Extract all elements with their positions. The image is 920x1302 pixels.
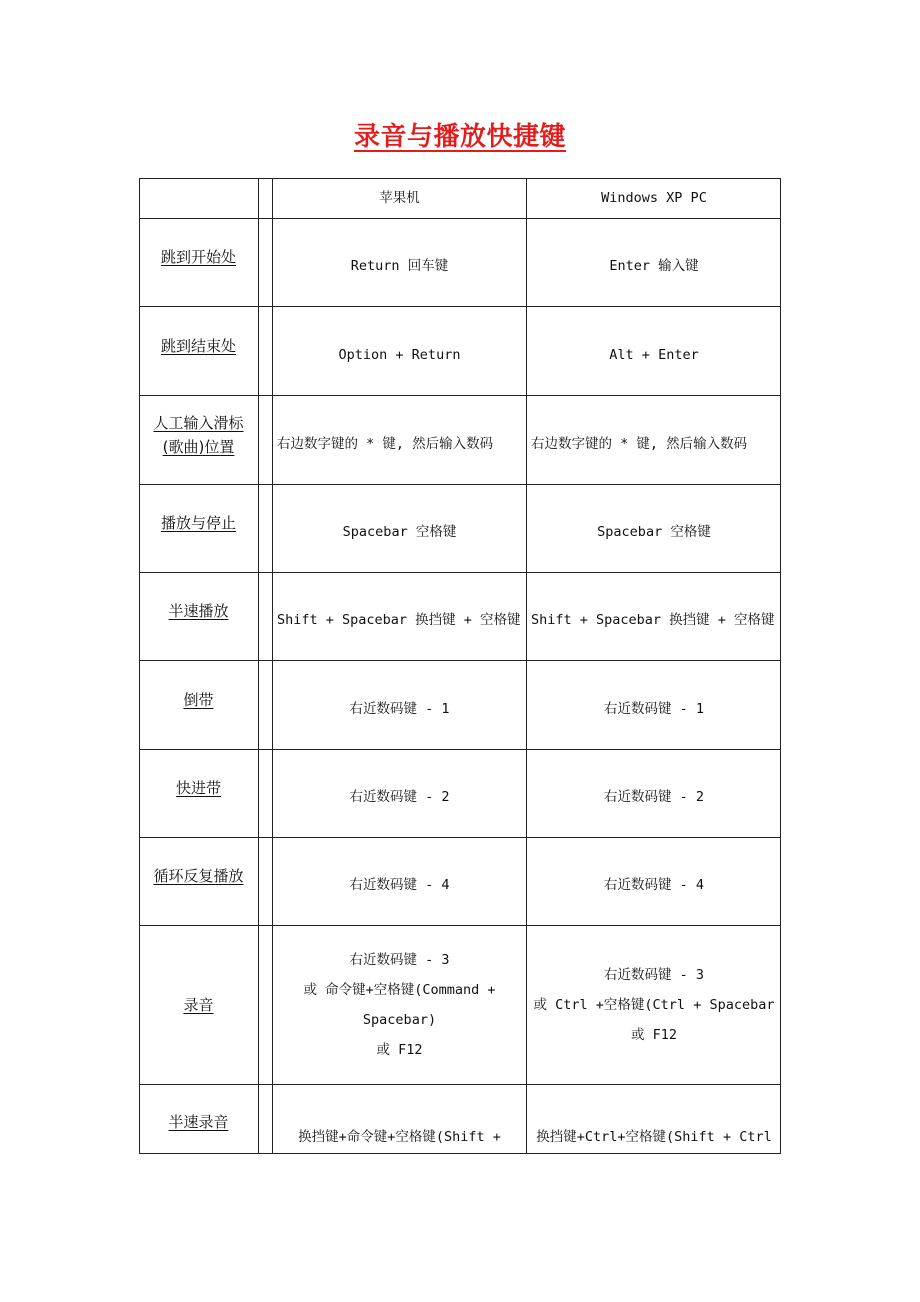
row-label[interactable]: 半速录音 <box>168 1113 229 1131</box>
pc-shortcut-line: Enter 输入键 <box>609 258 699 274</box>
mac-shortcut-line: 或 命令键+空格键(Command + <box>303 981 496 998</box>
row-divider <box>139 306 781 307</box>
row-label[interactable]: 人工输入滑标(歌曲)位置 <box>153 413 244 456</box>
pc-shortcut-line: 右近数码键 - 3 <box>603 966 704 983</box>
mac-shortcut-line: 右近数码键 - 4 <box>349 877 450 893</box>
row-label[interactable]: 跳到开始处 <box>160 248 236 266</box>
pc-shortcut-cell <box>527 749 781 837</box>
mac-shortcut-line: 换挡键+命令键+空格键(Shift + <box>298 1129 501 1145</box>
header-blank-cell <box>139 178 258 218</box>
mac-shortcut-cell <box>273 925 526 1084</box>
pc-shortcut-line: 右边数字键的 * 键, 然后输入数码 <box>531 435 748 452</box>
row-divider <box>139 1084 781 1085</box>
mac-shortcut-line: 右边数字键的 * 键, 然后输入数码 <box>277 435 494 452</box>
pc-shortcut-cell <box>527 837 781 925</box>
row-divider <box>139 749 781 750</box>
mac-shortcut-cell <box>273 572 526 660</box>
pc-shortcut-cell <box>527 925 781 1084</box>
mac-shortcut-cell <box>273 749 526 837</box>
pc-shortcut-line: 右近数码键 - 1 <box>603 700 704 717</box>
row-label[interactable]: 录音 <box>183 995 214 1014</box>
mac-shortcut-cell <box>273 837 526 925</box>
mac-shortcut-cell <box>273 660 526 749</box>
table-border-top <box>139 178 781 179</box>
row-divider <box>139 218 781 219</box>
mac-shortcut-line: Shift + Spacebar 换挡键 + 空格键 <box>277 612 521 628</box>
pc-shortcut-line: 换挡键+Ctrl+空格键(Shift + Ctrl <box>536 1129 772 1145</box>
document-title: 录音与播放快捷键 <box>353 122 566 152</box>
row-divider <box>139 572 781 573</box>
mac-shortcut-line: Option + Return <box>338 346 461 363</box>
header-pc: Windows XP PC <box>601 190 707 206</box>
column-divider <box>272 178 273 1154</box>
mac-shortcut-cell <box>273 1084 526 1154</box>
pc-shortcut-cell <box>527 395 781 484</box>
mac-shortcut-line: Spacebar) <box>362 1011 437 1028</box>
row-divider <box>139 484 781 485</box>
mac-shortcut-cell <box>273 395 526 484</box>
pc-shortcut-cell <box>527 218 781 306</box>
table-border-bottom <box>139 1153 781 1154</box>
row-label[interactable]: 跳到结束处 <box>160 336 236 355</box>
pc-shortcut-line: Shift + Spacebar 换挡键 + 空格键 <box>531 612 775 628</box>
pc-shortcut-line: 或 F12 <box>630 1026 677 1043</box>
pc-shortcut-line: 右近数码键 - 2 <box>603 789 704 805</box>
row-label[interactable]: 倒带 <box>183 690 214 709</box>
mac-shortcut-line: 右近数码键 - 2 <box>349 789 450 805</box>
column-divider <box>258 178 259 1154</box>
mac-shortcut-line: Spacebar 空格键 <box>342 524 457 540</box>
pc-shortcut-line: 或 Ctrl +空格键(Ctrl + Spacebar <box>533 996 775 1013</box>
mac-shortcut-line: 右近数码键 - 3 <box>349 951 450 968</box>
row-divider <box>139 660 781 661</box>
pc-shortcut-cell <box>527 572 781 660</box>
pc-shortcut-cell <box>527 1084 781 1154</box>
pc-shortcut-line: Alt + Enter <box>609 346 699 363</box>
header-mac: 苹果机 <box>379 190 420 206</box>
row-label[interactable]: 半速播放 <box>168 602 229 620</box>
mac-shortcut-cell <box>273 484 526 572</box>
column-divider <box>526 178 527 1154</box>
mac-shortcut-cell <box>273 218 526 306</box>
pc-shortcut-line: Spacebar 空格键 <box>597 524 711 540</box>
pc-shortcut-line: 右近数码键 - 4 <box>603 877 704 893</box>
row-label[interactable]: 循环反复播放 <box>153 867 244 885</box>
mac-shortcut-line: 右近数码键 - 1 <box>349 700 450 717</box>
mac-shortcut-line: Return 回车键 <box>350 258 449 274</box>
pc-shortcut-cell <box>527 660 781 749</box>
row-divider <box>139 395 781 396</box>
mac-shortcut-line: 或 F12 <box>376 1041 423 1058</box>
table-border-left <box>139 178 140 1154</box>
row-label[interactable]: 播放与停止 <box>160 514 236 532</box>
row-label[interactable]: 快进带 <box>175 779 221 797</box>
pc-shortcut-cell <box>527 484 781 572</box>
row-divider <box>139 925 781 926</box>
row-divider <box>139 837 781 838</box>
table-border-right <box>780 178 781 1154</box>
pc-shortcut-cell <box>527 306 781 395</box>
mac-shortcut-cell <box>273 306 526 395</box>
shortcut-table <box>139 178 781 1154</box>
